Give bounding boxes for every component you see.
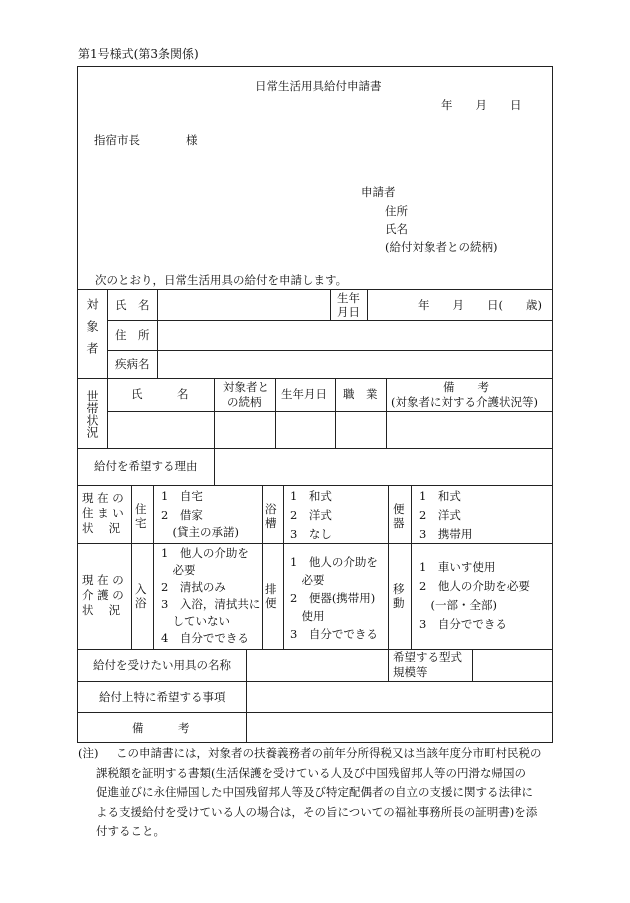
bath-label-2: 槽: [265, 516, 277, 530]
excretion-options: [290, 553, 378, 643]
household-col-remarks-2: (対象者に対する介護状況等): [391, 395, 538, 409]
mobility-option: 3 自分でできる: [419, 617, 507, 631]
note-label: (注): [78, 746, 99, 760]
addressee: 指宿市長 様: [94, 133, 198, 147]
bathing-label-1: 入: [135, 582, 147, 596]
household-col-dob: 生年月日: [281, 387, 327, 401]
household-col-remarks-1: 備 考: [443, 380, 489, 394]
note-line: よる支援給付を受けている人の場合は，その旨についての福祉事務所長の証明書)を添: [96, 804, 538, 819]
form-number: 第1号様式(第3条関係): [78, 47, 199, 61]
bath-label-1: 浴: [265, 502, 277, 516]
subject-dob-label-1: 生年: [337, 291, 360, 305]
subject-section-label: 対象者: [85, 298, 99, 364]
excretion-label-2: 便: [265, 596, 277, 610]
bath-option: 2 洋式: [290, 508, 332, 522]
bathing-option: 4 自分でできる: [161, 631, 249, 645]
mobility-label-2: 動: [393, 596, 405, 610]
date-line: 年 月 日: [441, 98, 522, 112]
household-col-relation-2: の続柄: [227, 395, 262, 409]
applicant-relation-label: (給付対象者との続柄): [385, 240, 498, 254]
subject-dob-value: 年 月 日( 歳): [418, 298, 542, 312]
housing-section-label-1: 現 在 の: [82, 491, 124, 505]
subject-disease-label: 疾病名: [115, 357, 150, 371]
bathing-option: していない: [161, 614, 230, 628]
household-col-relation-1: 対象者と: [223, 380, 269, 394]
care-section-label-2: 介 護 の: [82, 588, 124, 602]
bathing-label-2: 浴: [135, 596, 147, 610]
note-line: 促進並びに永住帰国した中国残留邦人等及び特定配偶者の自立の支援に関する法律に: [96, 785, 533, 799]
residence-option: 1 自宅: [161, 489, 203, 503]
residence-option: 2 借家: [161, 508, 203, 522]
applicant-label: 申請者: [361, 185, 396, 199]
bath-options: [290, 487, 332, 544]
mobility-option: 1 車いす使用: [419, 560, 496, 574]
mobility-option: 2 他人の介助を必要: [419, 579, 530, 593]
subject-name-label: 氏 名: [115, 298, 150, 312]
residence-label-1: 住: [135, 502, 147, 516]
toilet-option: 1 和式: [419, 489, 461, 503]
care-section-label-1: 現 在 の: [82, 573, 124, 587]
excretion-option: 2 便器(携帯用): [290, 591, 376, 605]
mobility-label-1: 移: [393, 582, 405, 596]
mobility-option: (一部・全部): [419, 598, 497, 612]
excretion-option: 3 自分でできる: [290, 627, 378, 641]
toilet-label-2: 器: [393, 516, 405, 530]
excretion-label-1: 排: [265, 582, 277, 596]
bathing-option: 3 入浴，清拭共に: [161, 597, 261, 611]
toilet-options: [419, 487, 472, 544]
special-request-label: 給付上特に希望する事項: [99, 690, 226, 704]
excretion-option: 必要: [290, 573, 325, 587]
bath-option: 3 なし: [290, 527, 332, 541]
applicant-name-label: 氏名: [385, 222, 408, 236]
residence-options: [161, 487, 239, 539]
excretion-option: 1 他人の介助を: [290, 555, 378, 569]
equipment-name-label: 給付を受けたい用具の名称: [93, 658, 231, 672]
residence-label-2: 宅: [135, 516, 147, 530]
bathing-option: 必要: [161, 563, 196, 577]
remarks-label: 備 考: [132, 721, 190, 735]
excretion-option: 使用: [290, 609, 325, 623]
note-line: 課税額を証明する書類(生活保護を受けている人及び中国残留邦人等の円滑な帰国の: [96, 765, 526, 780]
care-section-label-3: 状 況: [82, 603, 121, 617]
equipment-model-label-1: 希望する型式: [393, 650, 462, 664]
toilet-option: 2 洋式: [419, 508, 461, 522]
bath-option: 1 和式: [290, 489, 332, 503]
applicant-address-label: 住所: [385, 204, 408, 218]
toilet-label-1: 便: [393, 502, 405, 516]
subject-address-label: 住 所: [115, 328, 150, 342]
housing-section-label-2: 住 ま い: [82, 506, 124, 520]
bathing-options: [161, 545, 260, 647]
form-title: 日常生活用具給付申請書: [255, 79, 382, 93]
note-text: この申請書には，対象者の扶養義務者の前年分所得税又は当該年度分市町村民税の: [116, 746, 542, 760]
housing-section-label-3: 状 況: [82, 521, 121, 535]
subject-dob-label-2: 月日: [337, 305, 360, 319]
reason-label: 給付を希望する理由: [94, 459, 198, 473]
note-line: 付すること。: [96, 824, 165, 838]
bathing-option: 2 清拭のみ: [161, 580, 226, 594]
mobility-options: [419, 558, 530, 634]
statement: 次のとおり，日常生活用具の給付を申請します。: [95, 273, 348, 287]
bathing-option: 1 他人の介助を: [161, 546, 249, 560]
toilet-option: 3 携帯用: [419, 527, 473, 541]
household-section-label: 世帯状況: [85, 390, 99, 438]
household-col-job: 職 業: [343, 387, 378, 401]
note: [78, 744, 553, 842]
residence-option: (貸主の承諾): [161, 525, 239, 539]
equipment-model-label-2: 規模等: [393, 665, 428, 679]
household-col-name: 氏 名: [131, 387, 189, 401]
